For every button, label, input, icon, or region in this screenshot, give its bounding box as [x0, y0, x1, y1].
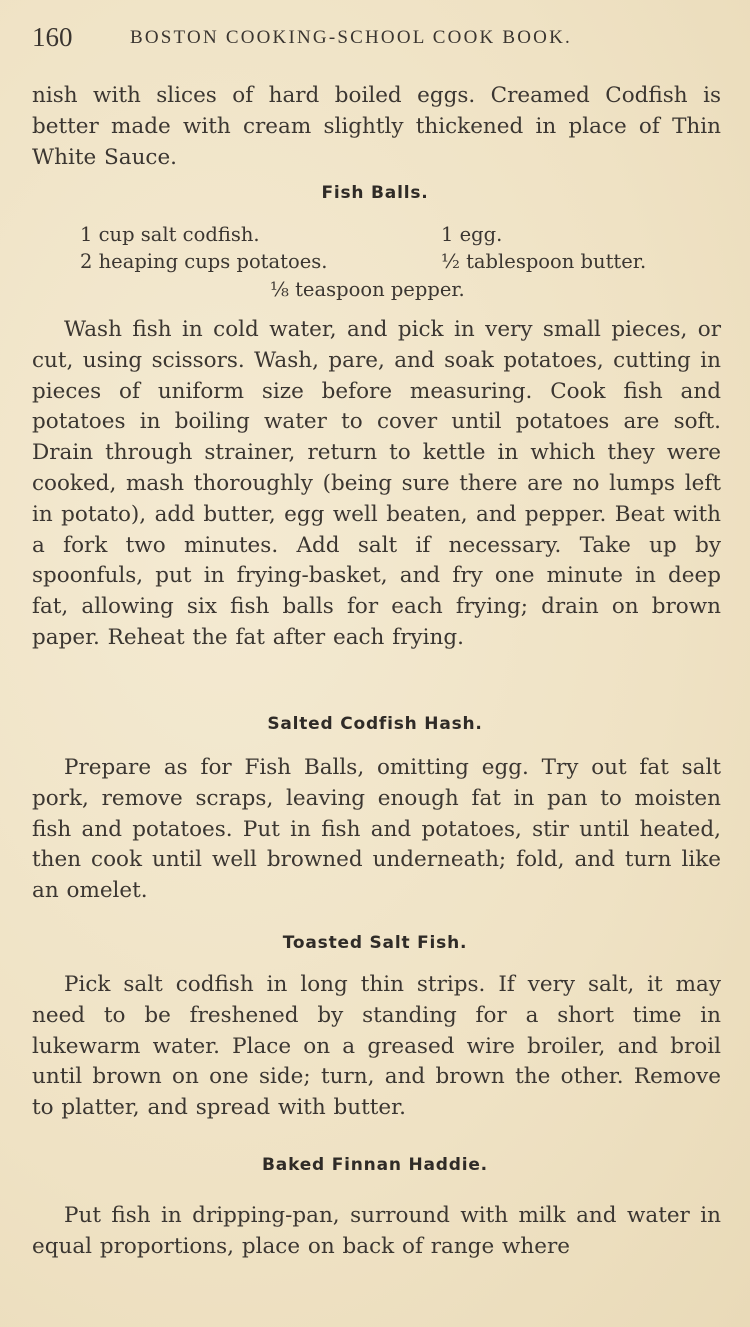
page-header: [32, 22, 732, 58]
salted-codfish-hash-directions: Prepare as for Fish Balls, omitting egg. Try out fat salt pork, remove scraps, leaving enough fat in pan to moisten fish and potatoes. Put in fish and potatoes, stir until heated, then cook until well browned underneath; fold, and turn like an omelet.: [32, 755, 721, 904]
ingredient-codfish: 1 cup salt codfish.: [80, 223, 260, 246]
ingredient-potatoes: 2 heaping cups potatoes.: [80, 250, 328, 273]
ingredient-pepper: ⅛ teaspoon pepper.: [270, 278, 465, 301]
fish-balls-heading: Fish Balls.: [321, 183, 429, 203]
running-title: BOSTON COOKING-SCHOOL COOK BOOK.: [130, 27, 572, 48]
toasted-salt-fish-heading: Toasted Salt Fish.: [282, 933, 468, 953]
baked-finnan-haddie-directions: Put fish in dripping-pan, surround with milk and water in equal proportions, place on back of range where: [32, 1203, 721, 1259]
ingredient-butter: ½ tablespoon butter.: [441, 250, 647, 273]
ingredient-egg: 1 egg.: [441, 223, 503, 246]
fish-balls-directions: Wash fish in cold water, and pick in very small pieces, or cut, using scissors. Wash, pare, and soak potatoes, cutting in pieces of uniform size before measuring. Cook fish and potatoes in boiling water to cover until potatoes are soft. Drain through strainer, return to kettle in which they were cooked, mash thoroughly (being sure there are no lumps left in potato), add butter, egg well beaten, and pepper. Beat with a fork two minutes. Add salt if necessary. Take up by spoonfuls, put in frying-basket, and fry one minute in deep fat, allowing six fish balls for each frying; drain on brown paper. Reheat the fat after each frying.: [32, 317, 721, 650]
toasted-salt-fish-directions: Pick salt codfish in long thin strips. If very salt, it may need to be freshened by standing for a short time in lukewarm water. Place on a greased wire broiler, and broil until brown on one side; turn, and brown the other. Remove to platter, and spread with butter.: [32, 972, 721, 1121]
baked-finnan-haddie-heading: Baked Finnan Haddie.: [262, 1155, 488, 1175]
page-number: 160: [32, 22, 73, 52]
intro-paragraph: nish with slices of hard boiled eggs. Creamed Codfish is better made with cream slightly thickened in place of Thin White Sauce.: [32, 83, 721, 170]
salted-codfish-hash-heading: Salted Codfish Hash.: [267, 714, 483, 734]
